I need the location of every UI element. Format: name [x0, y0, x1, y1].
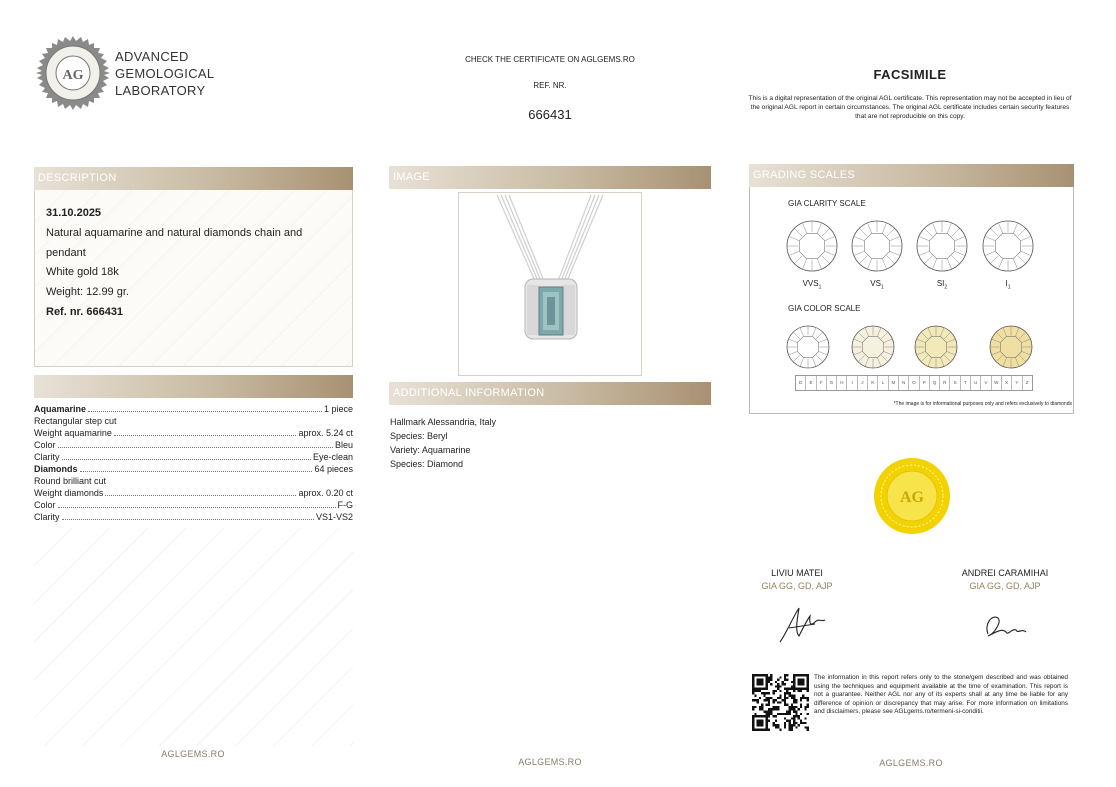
description-metal: White gold 18k — [46, 266, 119, 279]
description-box — [34, 190, 353, 367]
detail-label: Color — [34, 440, 56, 450]
clarity-label-i: $I_1$ — [1005, 279, 1011, 291]
detail-label: Clarity — [34, 452, 60, 462]
detail-leader — [62, 519, 314, 520]
color-grade-cell: W — [992, 376, 1002, 390]
details-header — [34, 375, 353, 398]
detail-row — [34, 427, 353, 439]
color-diamond — [915, 326, 957, 368]
signer-name: LIVIU MATEI — [771, 568, 823, 578]
image-header: IMAGE — [389, 166, 711, 189]
detail-row — [34, 403, 353, 415]
details-table — [34, 403, 353, 523]
detail-value: Bleu — [334, 440, 353, 450]
facsimile-text: This is a digital representation of the original AGL certificate. This representation may not be accepted in lieu of the original AGL report in certain circumstances. The original AGL certificate includes certain security features that are not reproducible on this copy. — [748, 95, 1072, 120]
detail-label: Aquamarine — [34, 404, 87, 414]
detail-leader — [58, 447, 333, 448]
additional-header: ADDITIONAL INFORMATION — [389, 382, 711, 405]
color-grade-cell: V — [981, 376, 991, 390]
color-grade-cell: R — [940, 376, 950, 390]
description-line: Natural aquamarine and natural diamonds chain and — [46, 226, 303, 239]
detail-value: VS1-VS2 — [315, 512, 353, 522]
ref-value: 666431 — [528, 107, 572, 122]
footer-website[interactable]: AGLGEMS.RO — [879, 758, 943, 768]
clarity-scale-title: GIA CLARITY SCALE — [788, 199, 866, 208]
clarity-diamond — [852, 221, 902, 271]
description-weight: Weight: 12.99 gr. — [46, 286, 129, 299]
grading-note: *The image is for informational purposes only and refers exclusively to diamonds — [893, 401, 1072, 407]
color-grade-cell: F — [817, 376, 827, 390]
signature-1 — [775, 602, 835, 648]
footer-website[interactable]: AGLGEMS.RO — [161, 749, 225, 759]
detail-value: aprox. 5.24 ct — [298, 428, 353, 438]
color-grade-cell: S — [950, 376, 960, 390]
detail-value: 1 piece — [323, 404, 353, 414]
detail-row — [34, 487, 353, 499]
color-grade-cell: Y — [1012, 376, 1022, 390]
color-grade-cell: L — [878, 376, 888, 390]
color-grade-cell: P — [920, 376, 930, 390]
color-diamond — [852, 326, 894, 368]
description-ref: Ref. nr. 666431 — [46, 305, 124, 318]
detail-row — [34, 511, 353, 523]
additional-info — [390, 415, 496, 471]
detail-value: F-G — [337, 500, 353, 510]
detail-label: Weight aquamarine — [34, 428, 112, 438]
color-grade-cell: M — [889, 376, 899, 390]
check-certificate-text: CHECK THE CERTIFICATE ON AGLGEMS.RO — [465, 55, 635, 64]
lab-name — [115, 48, 214, 99]
ref-label: REF. NR. — [533, 81, 567, 90]
detail-row — [34, 415, 353, 427]
clarity-label-si: $SI_2$ — [936, 279, 948, 291]
clarity-diamonds — [786, 218, 1036, 278]
detail-row — [34, 499, 353, 511]
detail-row — [34, 451, 353, 463]
signature-2 — [978, 604, 1038, 650]
color-grade-cell: T — [961, 376, 971, 390]
color-grade-cell: U — [971, 376, 981, 390]
color-grade-cell: Z — [1025, 380, 1029, 385]
detail-label: Clarity — [34, 512, 60, 522]
detail-leader — [88, 411, 322, 412]
detail-label: Rectangular step cut — [34, 416, 117, 426]
color-diamond — [787, 326, 829, 368]
signer-name: ANDREI CARAMIHAI — [961, 568, 1049, 578]
signer-credentials: GIA GG, GD, AJP — [761, 581, 833, 591]
color-grade-cell: H — [837, 376, 847, 390]
additional-line: Species: Beryl — [390, 431, 448, 441]
detail-value: 64 pieces — [314, 464, 353, 474]
qr-code[interactable] — [752, 674, 809, 731]
color-grade-cell: I — [847, 376, 857, 390]
description-line: pendant — [46, 246, 86, 259]
detail-label: Diamonds — [34, 464, 78, 474]
grading-header: GRADING SCALES — [749, 164, 1074, 187]
color-grade-cell: N — [899, 376, 909, 390]
detail-label: Weight diamonds — [34, 488, 104, 498]
color-grade-cell: O — [909, 376, 919, 390]
pendant-image — [459, 193, 641, 375]
color-grade-cell: K — [868, 376, 878, 390]
svg-text:AG: AG — [900, 489, 924, 506]
color-diamonds — [786, 323, 1036, 373]
clarity-diamond — [917, 221, 967, 271]
additional-line: Hallmark Alessandria, Italy — [390, 417, 497, 427]
product-image — [458, 192, 642, 376]
lab-seal-logo — [36, 36, 110, 110]
detail-leader — [114, 435, 297, 436]
color-scale-title: GIA COLOR SCALE — [788, 304, 861, 313]
clarity-label-vvs: $VVS_1$ — [802, 279, 822, 291]
description-header: DESCRIPTION — [34, 167, 353, 190]
lab-name-line: LABORATORY — [115, 83, 206, 98]
disclaimer-text: The information in this report refers only to the stone/gem described and was obtained using the techniques and equipment available at the time of examination. This report is not a guarantee. Neither AGL nor any of its experts shall at any time be liable for any difference of opinion or discrepancy that may arise. For more information on limitations and disclaimers, please see AGLgems.ro/termeni-si-conditii. — [814, 674, 1068, 716]
additional-line: Species: Diamond — [390, 459, 464, 469]
detail-row — [34, 463, 353, 475]
svg-text:AG: AG — [62, 68, 84, 83]
gold-seal — [873, 457, 951, 535]
detail-leader — [62, 459, 311, 460]
additional-line: Variety: Aquamarine — [390, 445, 471, 455]
detail-row — [34, 439, 353, 451]
detail-value: Eye-clean — [312, 452, 353, 462]
description-date: 31.10.2025 — [46, 207, 102, 219]
color-grade-cell: D — [796, 376, 806, 390]
lab-name-line: GEMOLOGICAL — [115, 66, 215, 81]
detail-label: Round brilliant cut — [34, 476, 107, 486]
signer-credentials: GIA GG, GD, AJP — [969, 581, 1041, 591]
detail-value: aprox. 0.20 ct — [298, 488, 353, 498]
color-grade-cell: Q — [930, 376, 940, 390]
clarity-diamond — [983, 221, 1033, 271]
footer-website[interactable]: AGLGEMS.RO — [518, 757, 582, 767]
facsimile-title: FACSIMILE — [873, 67, 947, 82]
clarity-label-vs: $VS_1$ — [870, 279, 884, 291]
color-grade-cell: E — [806, 376, 816, 390]
detail-leader — [105, 495, 296, 496]
detail-label: Color — [34, 500, 56, 510]
color-grade-cell: J — [858, 376, 868, 390]
lab-name-line: ADVANCED — [115, 49, 189, 64]
detail-leader — [80, 471, 313, 472]
color-grade-cell: G — [827, 376, 837, 390]
clarity-diamond — [787, 221, 837, 271]
color-grade-cell: X — [1002, 376, 1012, 390]
background-pattern — [34, 528, 353, 746]
detail-row — [34, 475, 353, 487]
color-scale-strip — [795, 375, 1033, 391]
color-diamond — [990, 326, 1032, 368]
detail-leader — [58, 507, 336, 508]
